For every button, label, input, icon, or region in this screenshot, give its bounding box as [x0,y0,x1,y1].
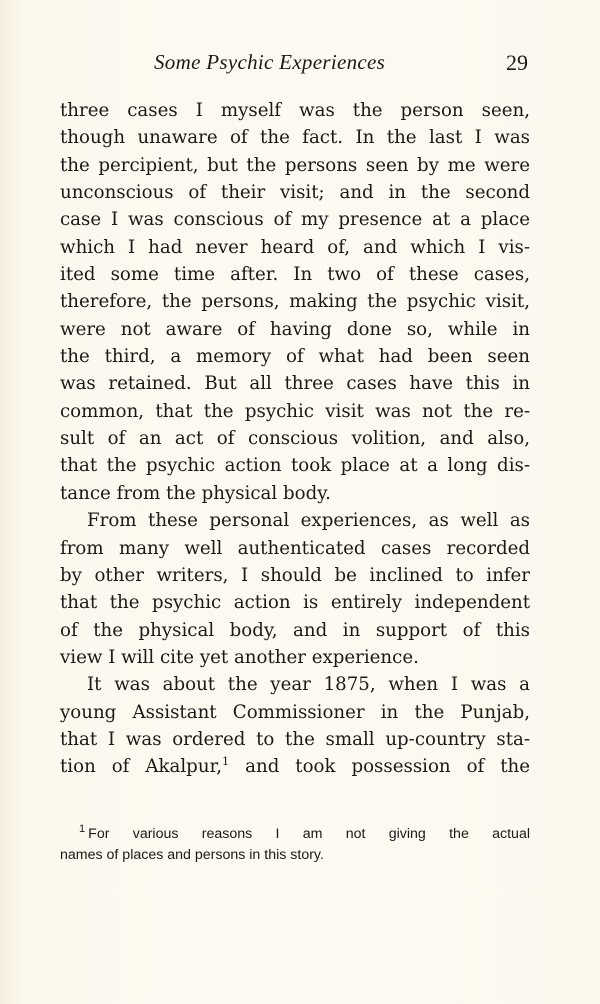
text-line: sult of an act of conscious volition, and also, [60,428,530,450]
text-segment: and took possession of the [245,756,530,778]
body-text [60,97,530,781]
text-line: that the psychic action took place at a long dis- [60,455,530,477]
text-line: that I was ordered to the small up-country sta- [60,728,530,750]
page-header [60,50,536,80]
text-line: of the physical body, and in support of this [60,619,530,641]
text-line: though unaware of the fact. In the last I was [60,127,530,149]
footnote [60,824,530,866]
text-line: which I had never heard of, and which I vis- [60,236,530,258]
text-line: From these personal experiences, as well as [87,510,530,532]
text-line: young Assistant Commissioner in the Punjab, [60,701,530,723]
text-line: were not aware of having done so, while in [60,318,530,340]
text-line: the third, a memory of what had been seen [60,346,530,368]
text-line: It was about the year 1875, when I was a [87,674,530,696]
text-line: from many well authenticated cases recorded [60,537,530,559]
running-title: Some Psychic Experiences [154,50,386,74]
footnote-line: names of places and persons in this story. [60,847,324,863]
text-line: that the psychic action is entirely independent [60,592,530,614]
text-line: three cases I myself was the person seen, [60,100,530,121]
text-line: by other writers, I should be inclined to infer [60,564,530,586]
text-line-with-footnote [60,753,530,780]
text-line: unconscious of their visit; and in the second [60,182,530,204]
text-segment: tion of Akalpur, [60,756,223,778]
footnote-text: For various reasons I am not giving the actual [88,826,530,842]
text-line: ited some time after. In two of these cases, [60,264,530,286]
footnote-reference: 1 [222,755,230,769]
text-line: view I will cite yet another experience. [60,646,419,668]
text-line: the percipient, but the persons seen by me were [60,154,530,176]
footnote-marker: 1 [79,823,86,836]
text-line: therefore, the persons, making the psychic visit, [60,291,530,313]
text-line: tance from the physical body. [60,482,331,504]
text-line: case I was conscious of my presence at a place [60,209,530,231]
page-number: 29 [506,50,528,75]
text-line: was retained. But all three cases have this in [60,373,530,395]
text-line: common, that the psychic visit was not the re- [60,400,530,422]
footnote-line [60,824,530,845]
